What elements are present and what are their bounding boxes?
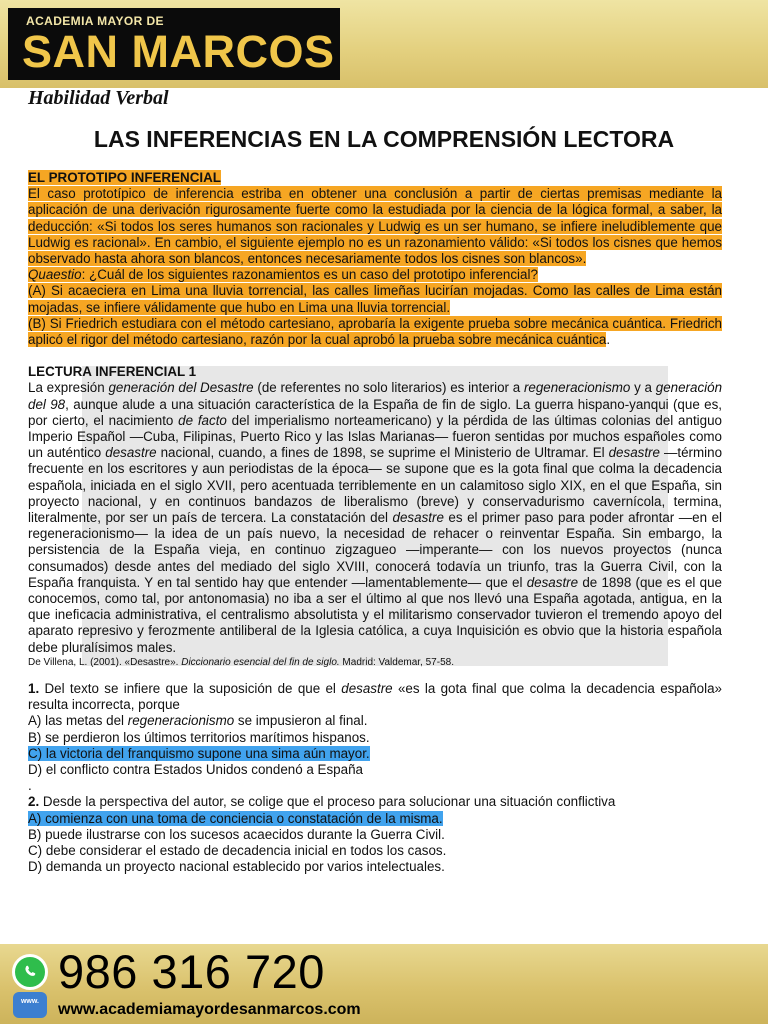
academy-logo[interactable] (8, 8, 340, 80)
website-link[interactable]: www.academiamayordesanmarcos.com (58, 1001, 361, 1018)
q2-option-b: B) puede ilustrarse con los sucesos acaecidos durante la Guerra Civil. (28, 826, 445, 842)
q2-option-a: A) comienza con una toma de conciencia o constatación de la misma. (28, 810, 443, 826)
question-1: 1. Del texto se infiere que la suposición de que el desastre «es la gota final que colma la decadencia española» resulta incorrecta, porque (28, 680, 723, 713)
lectura-paragraph: La expresión generación del Desastre (de referentes no solo literarios) es interior a regeneracionismo y a generación del 98, aunque alude a una situación característica de la España de fin de siglo. La guerra hispano-yanqui (que es, por cierto, el nacimiento de facto del imperialismo norteamericano) y la pérdida de las últimas colonias del antiguo Imperio Español —Cuba, Filipinas, Puerto Rico y las Islas Marianas— fueron sentidas por muchos españoles como un auténtico desastre nacional, cuando, a fines de 1898, se suprime el Ministerio de Ultramar. El desastre —término frecuente en los escritores y aun periodistas de la época— se supone que es la gota final que colma la decadencia española, iniciada en el siglo XVII, pero acentuada terriblemente en un calamitoso siglo XIX, en el que España, sin proyecto nacional, y en continuos bandazos de liberalismo (breve) y conservadurismo cavernícola, termina, literalmente, por ser un país de tercera. La constatación del desastre es el primer paso para poder afrontar —en el regeneracionismo— la idea de un país nuevo, la necesidad de rehacer o reinventar España. Sin embargo, la persistencia de la España vieja, en continuo zigzagueo —imperante— con los nuevos proyectos (nunca consumados) desde antes del mediado del siglo XVIII, conocerá todavía un triunfo, tras la Guerra Civil, con la España franquista. Y en tal sentido hay que entender —lamentablemente— que el desastre de 1898 (que es el que conocemos, como tal, por antonomasia) no iba a ser el último al que nos llevó una España agotada, antigua, en la que ineficacia administrativa, el centralismo absolutista y el militarismo conservador tuvieron el tremendo apoyo del aparato represivo y ferozmente antiliberal de la Iglesia católica, a cuya Inquisición es obvio que la historia española debe pluralísimos males. (28, 380, 723, 655)
q2-option-d: D) demanda un proyecto nacional establecido por varios intelectuales. (28, 859, 445, 875)
section1-title: EL PROTOTIPO INFERENCIAL (28, 170, 221, 185)
section1-option-b: (B) Si Friedrich estudiara con el método cartesiano, aprobaría la exigente prueba sobre mecánica cuántica. Friedrich aplicó el rigor del método cartesiano, razón por la cual aprobó la prueba sobre mecánica cuántica. (28, 315, 722, 348)
document-body (28, 170, 722, 875)
question-2: 2. Desde la perspectiva del autor, se colige que el proceso para solucionar una situación conflictiva (28, 794, 616, 810)
page-title: LAS INFERENCIAS EN LA COMPRENSIÓN LECTORA (93, 126, 675, 152)
q1-option-a: A) las metas del regeneracionismo se impusieron al final. (28, 713, 368, 729)
section1-option-a: (A) Si acaeciera en Lima una lluvia torrencial, las calles limeñas lucirían mojadas. Como las calles de Lima están mojadas, se infiere válidamente que hubo en Lima una lluvia torrencial. (28, 283, 722, 315)
subject-heading: Habilidad Verbal (28, 87, 169, 109)
reference-citation: De Villena, L. (2001). «Desastre». Diccionario esencial del fin de siglo. Madrid: Valdemar, 57-58. (28, 656, 454, 668)
web-icon[interactable]: www. (13, 992, 47, 1018)
whatsapp-icon[interactable] (12, 954, 48, 990)
q1-option-c: C) la victoria del franquismo supone una sima aún mayor. (28, 745, 370, 761)
quaestio-text: : ¿Cuál de los siguientes razonamientos es un caso del prototipo inferencial? (81, 267, 538, 283)
logo-top-text: ACADEMIA MAYOR DE (26, 14, 164, 28)
lectura-title: LECTURA INFERENCIAL 1 (28, 364, 197, 380)
quaestio-label: Quaestio (28, 267, 82, 283)
q1-option-d: D) el conflicto contra Estados Unidos condenó a España (28, 761, 363, 777)
logo-main-text: SAN MARCOS (22, 26, 335, 77)
section1-paragraph: El caso prototípico de inferencia estriba en obtener una conclusión a partir de ciertas premisas mediante la aplicación de una derivación rigurosamente fuerte como la estudiada por la ciencia de la lógica formal, a saber, la deducción: «Si todos los seres humanos son racionales y Ludwig es un ser humano, se infiere ineludiblemente que Ludwig es racional». En cambio, el siguiente ejemplo no es un razonamiento válido: «Si todos los cisnes que hemos observado hasta ahora son blancos, entonces necesariamente todos los cisnes son blancos». (28, 186, 722, 267)
separator-dot: . (28, 778, 32, 794)
phone-number[interactable]: 986 316 720 (58, 945, 325, 998)
q1-option-b: B) se perdieron los últimos territorios marítimos hispanos. (28, 729, 370, 745)
q2-option-c: C) debe considerar el estado de decadencia inicial en todos los casos. (28, 842, 447, 858)
quaestio-line (28, 267, 722, 283)
